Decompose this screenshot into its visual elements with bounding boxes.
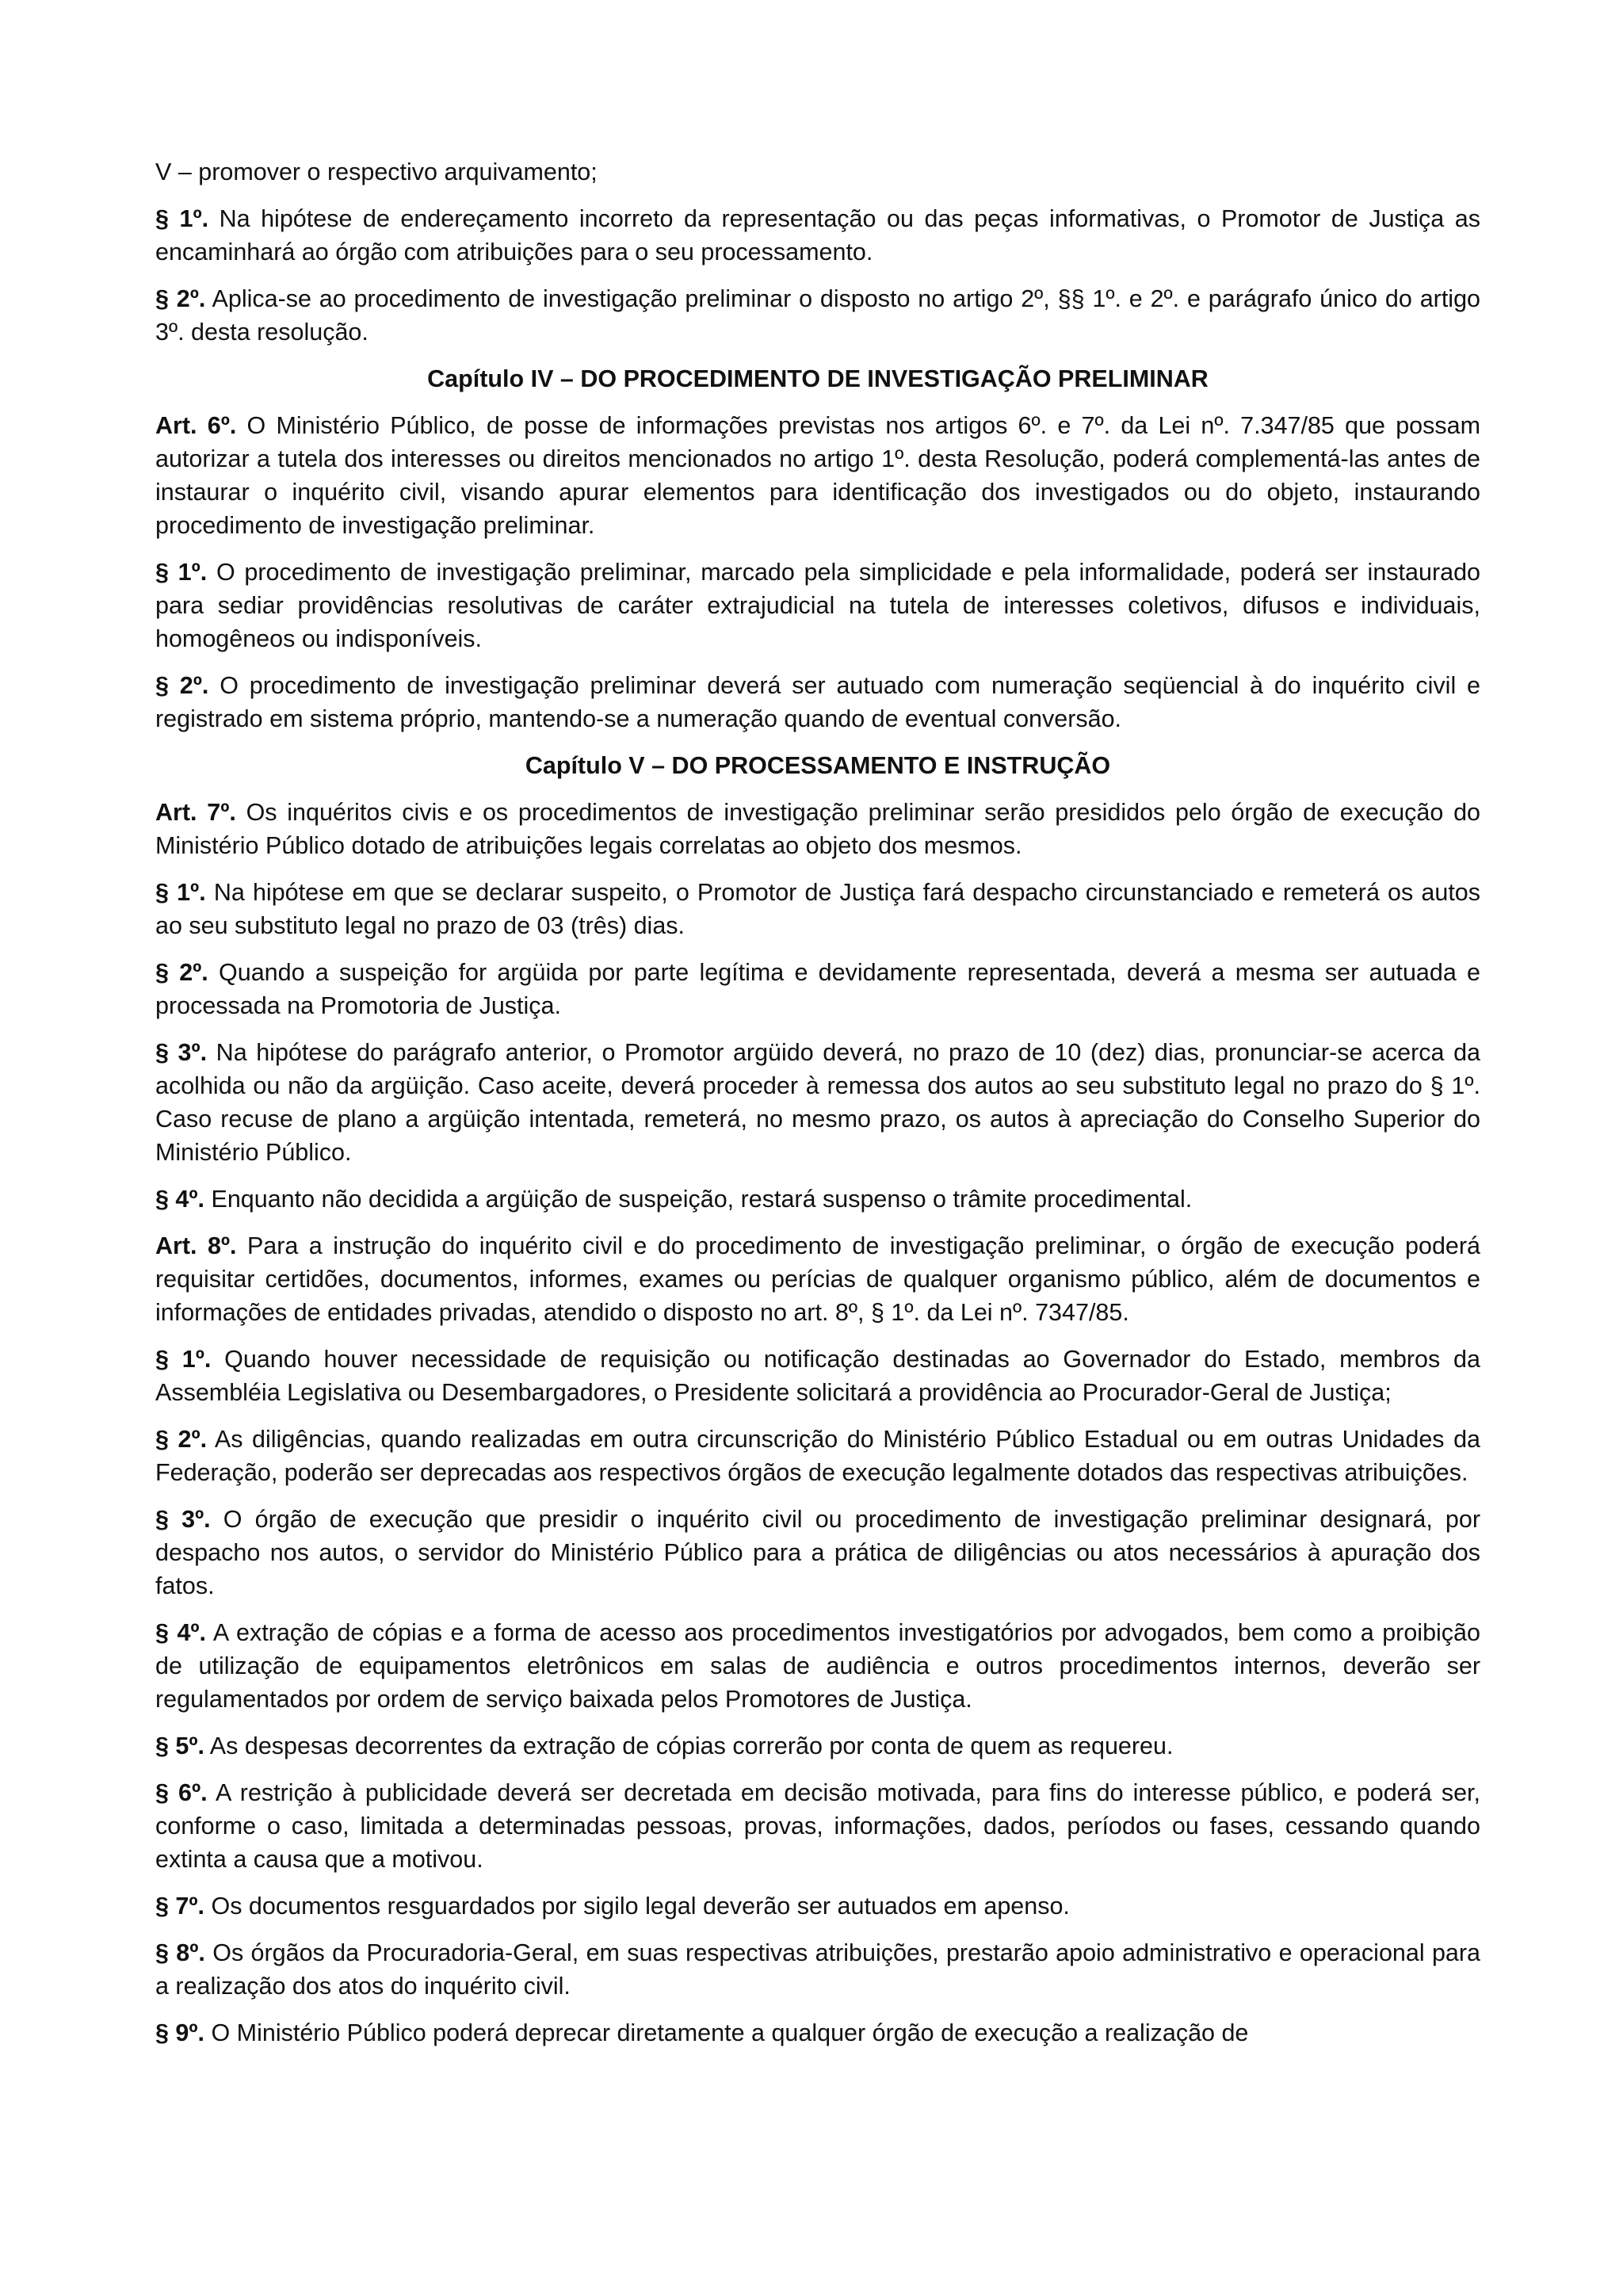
paragraph-text: Enquanto não decidida a argüição de suspeição, restará suspenso o trâmite procedimental.	[204, 1186, 1193, 1213]
paragraph-text: Na hipótese em que se declarar suspeito, o Promotor de Justiça fará despacho circunstanciado e remeterá os autos ao seu substituto legal no prazo de 03 (três) dias.	[155, 879, 1481, 939]
paragraph	[155, 1936, 1480, 2003]
paragraph-text: V – promover o respectivo arquivamento;	[155, 159, 598, 185]
paragraph-text: O órgão de execução que presidir o inquérito civil ou procedimento de investigação preliminar designará, por despacho nos autos, o servidor do Ministério Público para a prática de diligências ou atos necessários à apuração dos fatos.	[155, 1506, 1480, 1599]
chapter-heading: Capítulo V – DO PROCESSAMENTO E INSTRUÇÃO	[525, 752, 1111, 779]
paragraph-text: Na hipótese de endereçamento incorreto da representação ou das peças informativas, o Promotor de Justiça as encaminhará ao órgão com atribuições para o seu processamento.	[155, 205, 1480, 266]
paragraph	[155, 796, 1480, 862]
article-marker: § 7º.	[155, 1893, 205, 1920]
paragraph-text: Aplica-se ao procedimento de investigação preliminar o disposto no artigo 2º, §§ 1º. e 2º. e parágrafo único do artigo 3º. desta resolução.	[155, 285, 1480, 346]
paragraph	[155, 669, 1480, 735]
paragraph-text: Os documentos resguardados por sigilo legal deverão ser autuados em apenso.	[204, 1893, 1070, 1920]
article-marker: Art. 6º.	[155, 412, 237, 439]
article-marker: § 4º.	[155, 1619, 207, 1646]
paragraph	[155, 956, 1480, 1022]
article-marker: Art. 8º.	[155, 1232, 237, 1259]
article-marker: § 3º.	[155, 1039, 208, 1066]
paragraph-text: O procedimento de investigação preliminar deverá ser autuado com numeração seqüencial à do inquérito civil e registrado em sistema próprio, mantendo-se a numeração quando de eventual conversão.	[155, 672, 1481, 732]
paragraph	[155, 1616, 1480, 1716]
article-marker: Art. 7º.	[155, 799, 236, 826]
chapter-heading: Capítulo IV – DO PROCEDIMENTO DE INVESTIGAÇÃO PRELIMINAR	[427, 365, 1209, 392]
paragraph	[155, 1229, 1480, 1329]
paragraph	[155, 2016, 1480, 2050]
article-marker: § 3º.	[155, 1506, 211, 1533]
article-marker: § 2º.	[155, 672, 209, 699]
paragraph-text: Quando a suspeição for argüida por parte legítima e devidamente representada, deverá a mesma ser autuada e processada na Promotoria de Justiça.	[155, 959, 1480, 1019]
paragraph	[155, 1776, 1480, 1876]
paragraph	[155, 1503, 1480, 1603]
paragraph-text: A restrição à publicidade deverá ser decretada em decisão motivada, para fins do interesse público, e poderá ser, conforme o caso, limitada a determinadas pessoas, provas, informações, dados, períodos ou fases, cessando quando extinta a causa que a motivou.	[155, 1779, 1480, 1873]
paragraph-text: A extração de cópias e a forma de acesso aos procedimentos investigatórios por advogados, bem como a proibição de utilização de equipamentos eletrônicos em salas de audiência e outros procedimentos internos, deverão ser regulamentados por ordem de serviço baixada pelos Promotores de Justiça.	[155, 1619, 1480, 1713]
paragraph	[155, 1423, 1480, 1489]
paragraph-text: Os órgãos da Procuradoria-Geral, em suas respectivas atribuições, prestarão apoio administrativo e operacional para a realização dos atos do inquérito civil.	[155, 1939, 1480, 2000]
article-marker: § 2º.	[155, 1426, 208, 1453]
article-marker: § 9º.	[155, 2019, 205, 2046]
paragraph-text: Para a instrução do inquérito civil e do procedimento de investigação preliminar, o órgão de execução poderá requisitar certidões, documentos, informes, exames ou perícias de qualquer organismo público, além de documentos e informações de entidades privadas, atendido o disposto no art. 8º, § 1º. da Lei nº. 7347/85.	[155, 1232, 1480, 1326]
paragraph	[155, 1343, 1480, 1409]
article-marker: § 2º.	[155, 285, 206, 312]
paragraph-text: Quando houver necessidade de requisição ou notificação destinadas ao Governador do Estado, membros da Assembléia Legislativa ou Desembargadores, o Presidente solicitará a providência ao Procurador-Geral de Justiça;	[155, 1346, 1480, 1406]
article-marker: § 1º.	[155, 205, 209, 232]
paragraph-text: Os inquéritos civis e os procedimentos de investigação preliminar serão presididos pelo órgão de execução do Ministério Público dotado de atribuições legais correlatas ao objeto dos mesmos.	[155, 799, 1480, 859]
paragraph	[155, 876, 1480, 942]
article-marker: § 1º.	[155, 1346, 212, 1373]
paragraph-text: O Ministério Público, de posse de informações previstas nos artigos 6º. e 7º. da Lei nº. 7.347/85 que possam autorizar a tutela dos interesses ou direitos mencionados no artigo 1º. desta Resolução, poderá complementá-las antes de instaurar o inquérito civil, visando apurar elementos para identificação dos investigados ou do objeto, instaurando procedimento de investigação preliminar.	[155, 412, 1481, 539]
paragraph-text: O Ministério Público poderá deprecar diretamente a qualquer órgão de execução a realização de	[204, 2019, 1249, 2046]
paragraph	[155, 556, 1480, 655]
article-marker: § 1º.	[155, 879, 206, 906]
paragraph	[155, 1889, 1480, 1923]
paragraph-text: As despesas decorrentes da extração de cópias correrão por conta de quem as requereu.	[204, 1733, 1174, 1759]
article-marker: § 4º.	[155, 1186, 205, 1213]
paragraph	[155, 409, 1480, 542]
paragraph-text: O procedimento de investigação preliminar, marcado pela simplicidade e pela informalidade, poderá ser instaurado para sediar providências resolutivas de caráter extrajudicial na tutela de interesses coletivos, difusos e individuais, homogêneos ou indisponíveis.	[155, 559, 1480, 652]
article-marker: § 5º.	[155, 1733, 205, 1759]
article-marker: § 2º.	[155, 959, 208, 986]
paragraph	[155, 202, 1480, 269]
article-marker: § 1º.	[155, 559, 208, 586]
paragraph-text: As diligências, quando realizadas em outra circunscrição do Ministério Público Estadual ou em outras Unidades da Federação, poderão ser deprecadas aos respectivos órgãos de execução legalmente dotados das respectivas atribuições.	[155, 1426, 1481, 1486]
paragraph	[155, 155, 1480, 189]
paragraph	[155, 282, 1480, 349]
paragraph	[155, 1729, 1480, 1763]
article-marker: § 8º.	[155, 1939, 205, 1966]
article-marker: § 6º.	[155, 1779, 208, 1806]
paragraph	[155, 1182, 1480, 1216]
paragraph-text: Na hipótese do parágrafo anterior, o Promotor argüido deverá, no prazo de 10 (dez) dias, pronunciar-se acerca da acolhida ou não da argüição. Caso aceite, deverá proceder à remessa dos autos ao seu substituto legal no prazo do § 1º. Caso recuse de plano a argüição intentada, remeterá, no mesmo prazo, os autos à apreciação do Conselho Superior do Ministério Público.	[155, 1039, 1480, 1166]
document-body	[155, 155, 1480, 2050]
paragraph	[155, 1036, 1480, 1169]
